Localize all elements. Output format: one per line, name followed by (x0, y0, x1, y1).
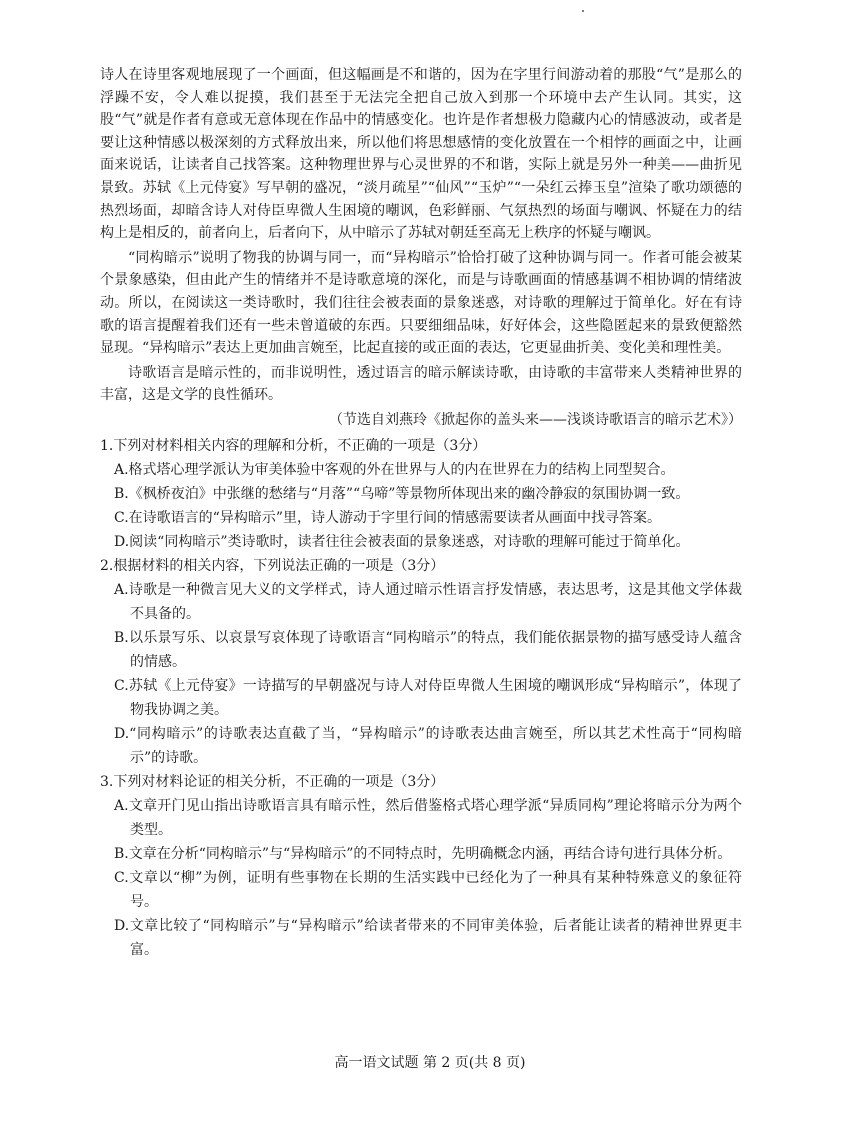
option-c: C.苏轼《上元侍宴》一诗描写的早朝盛况与诗人对侍臣卑微人生困境的嘲讽形成“异构暗示”，体现了物我协调之美。 (114, 677, 742, 718)
question-1 (100, 434, 742, 554)
option-a: A.格式塔心理学派认为审美体验中客观的外在世界与人的内在世界在力的结构上同型契合。 (114, 461, 675, 478)
option-c: C.在诗歌语言的“异构暗示”里，诗人游动于字里行间的情感需要读者从画面中找寻答案。 (114, 509, 661, 526)
option-d: D.阅读“同构暗示”类诗歌时，读者往往会被表面的景象迷惑，对诗歌的理解可能过于简单化。 (114, 533, 690, 550)
option-b: B.以乐景写乐、以哀景写哀体现了诗歌语言“同构暗示”的特点，我们能依据景物的描写感受诗人蕴含的情感。 (114, 629, 742, 670)
question-stem: 2.根据材料的相关内容，下列说法正确的一项是（3分） (100, 557, 445, 574)
option-a: A.诗歌是一种微言见大义的文学样式，诗人通过暗示性语言抒发情感，表达思考，这是其他文学体裁不具备的。 (114, 581, 742, 622)
question-3 (100, 770, 742, 962)
passage-paragraph-3: 诗歌语言是暗示性的，而非说明性，透过语言的暗示解读诗歌，由诗歌的丰富带来人类精神世界的丰富，这是文学的良性循环。 (100, 364, 742, 404)
question-2 (100, 554, 742, 770)
page-footer: 高一语文试题 第 2 页(共 8 页) (334, 1055, 526, 1071)
passage-paragraph-1: 诗人在诗里客观地展现了一个画面，但这幅画是不和谐的，因为在字里行间游动着的那股“气”是那么的浮躁不安，令人难以捉摸，我们甚至于无法完全把自己放入到那一个环境中去产生认同。其实，这股“气”就是作者有意或无意体现在作品中的情感变化。也许是作者想极力隐藏内心的情感波动，或者是要让这种情感以极深刻的方式释放出来，所以他们将思想感情的变化放置在一个相悖的画面之中，让画面来说话，让读者自己找答案。这种物理世界与心灵世界的不和谐，实际上就是另外一种美——曲折见景致。苏轼《上元侍宴》写早朝的盛况，“淡月疏星”“仙风”“玉炉”“一朵红云捧玉皇”渲染了歌功颂德的热烈场面，却暗含诗人对侍臣卑微人生困境的嘲讽，色彩鲜丽、气氛热烈的场面与嘲讽、怀疑在力的结构上是相反的，前者向上，后者向下，从中暗示了苏轼对朝廷至高无上秩序的怀疑与嘲讽。 (100, 67, 742, 242)
option-a: A.文章开门见山指出诗歌语言具有暗示性，然后借鉴格式塔心理学派“异质同构”理论将暗示分为两个类型。 (114, 797, 742, 838)
option-b: B.《枫桥夜泊》中张继的愁绪与“月落”“乌啼”等景物所体现出来的幽冷静寂的氛围协调一致。 (114, 485, 690, 502)
option-b: B.文章在分析“同构暗示”与“异构暗示”的不同特点时，先明确概念内涵，再结合诗句进行具体分析。 (114, 845, 732, 862)
option-c: C.文章以“柳”为例，证明有些事物在长期的生活实践中已经化为了一种具有某种特殊意义的象征符号。 (114, 869, 742, 910)
option-d: D.“同构暗示”的诗歌表达直截了当，“异构暗示”的诗歌表达曲言婉至，所以其艺术性高于“同构暗示”的诗歌。 (114, 725, 742, 766)
passage-source: （节选自刘燕玲《掀起你的盖头来——浅谈诗歌语言的暗示艺术》） (329, 411, 742, 428)
reading-passage (100, 64, 742, 432)
scan-speck (582, 10, 584, 12)
option-d: D.文章比较了“同构暗示”与“异构暗示”给读者带来的不同审美体验，后者能让读者的精神世界更丰富。 (114, 917, 742, 958)
passage-paragraph-2: “同构暗示”说明了物我的协调与同一，而“异构暗示”恰恰打破了这种协调与同一。作者可能会被某个景象感染，但由此产生的情绪并不是诗歌意境的深化，而是与诗歌画面的情感基调不相协调的情绪波动。所以，在阅读这一类诗歌时，我们往往会被表面的景象迷惑，对诗歌的理解过于简单化。好在有诗歌的语言提醒着我们还有一些未曾道破的东西。只要细细品味，好好体会，这些隐匿起来的景致便豁然显现。“异构暗示”表达上更加曲言婉至，比起直接的或正面的表达，它更显曲折美、变化美和理性美。 (100, 249, 742, 357)
question-stem: 1.下列对材料相关内容的理解和分析，不正确的一项是（3分） (100, 437, 487, 454)
question-stem: 3.下列对材料论证的相关分析，不正确的一项是（3分） (100, 773, 445, 790)
